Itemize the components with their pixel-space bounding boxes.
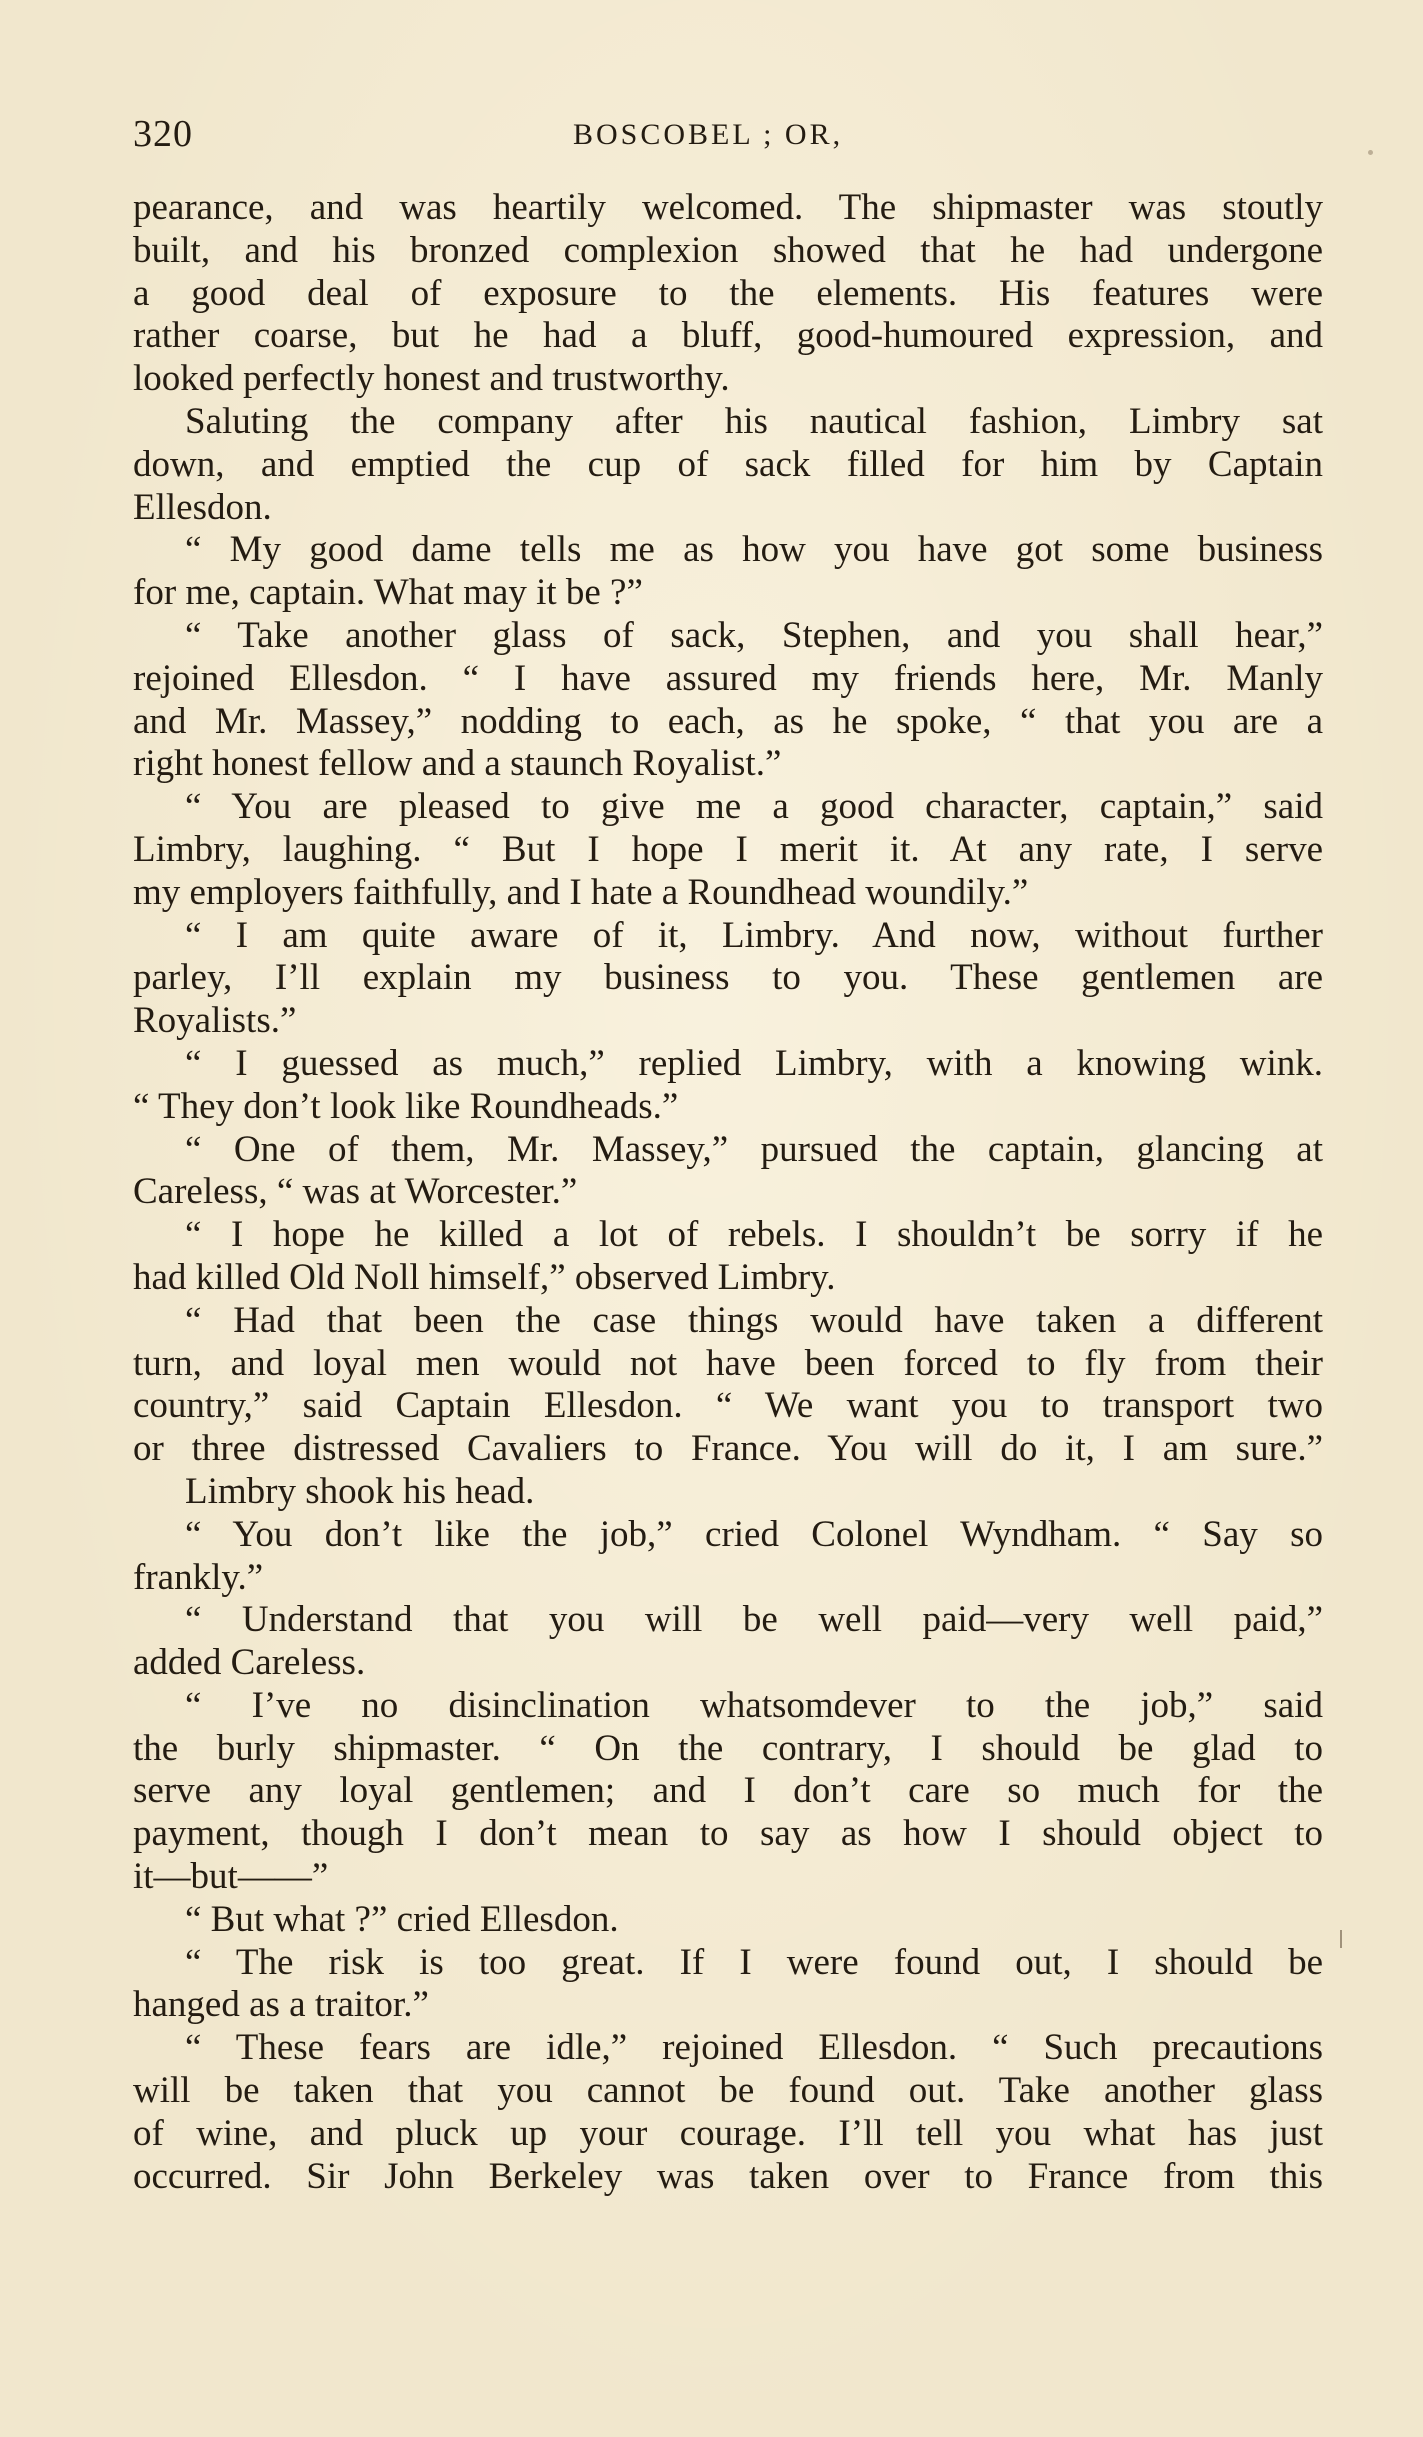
text-line: or three distressed Cavaliers to France. You will do it, I am sure.”: [133, 1428, 1323, 1470]
text-line: “ Take another glass of sack, Stephen, and you shall hear,”: [185, 614, 1323, 656]
text-line: country,” said Captain Ellesdon. “ We want you to transport two: [133, 1385, 1323, 1427]
text-line: rejoined Ellesdon. “ I have assured my friends here, Mr. Manly: [133, 657, 1323, 699]
print-mark: [1340, 1930, 1342, 1948]
running-title: BOSCOBEL ; OR,: [573, 118, 844, 151]
page-number: 320: [133, 113, 193, 155]
text-line: right honest fellow and a staunch Royalist.”: [133, 743, 782, 785]
running-head: [133, 112, 1323, 156]
print-speck: [1368, 150, 1373, 155]
text-line: “ Understand that you will be well paid—very well paid,”: [185, 1599, 1323, 1641]
text-line: Limbry shook his head.: [185, 1470, 535, 1512]
text-line: frankly.”: [133, 1556, 264, 1598]
text-line: Ellesdon.: [133, 486, 272, 528]
text-line: of wine, and pluck up your courage. I’ll tell you what has just: [133, 2112, 1323, 2154]
text-line: “ My good dame tells me as how you have got some business: [185, 529, 1323, 571]
text-line: turn, and loyal men would not have been forced to fly from their: [133, 1342, 1323, 1384]
text-line: “ One of them, Mr. Massey,” pursued the captain, glancing at: [185, 1128, 1323, 1170]
text-line: “ I am quite aware of it, Limbry. And now, without further: [185, 914, 1323, 956]
text-line: “ I hope he killed a lot of rebels. I shouldn’t be sorry if he: [185, 1214, 1323, 1256]
text-line: parley, I’ll explain my business to you. These gentlemen are: [133, 957, 1323, 999]
text-line: down, and emptied the cup of sack filled for him by Captain: [133, 443, 1323, 485]
text-line: built, and his bronzed complexion showed that he had undergone: [133, 229, 1323, 271]
text-line: “ I’ve no disinclination whatsomdever to the job,” said: [185, 1684, 1323, 1726]
body-text: [133, 187, 1323, 2198]
text-line: serve any loyal gentlemen; and I don’t care so much for the: [133, 1770, 1323, 1812]
text-line: “ You are pleased to give me a good character, captain,” said: [185, 786, 1323, 828]
text-line: “ These fears are idle,” rejoined Ellesdon. “ Such precautions: [185, 2027, 1323, 2069]
text-line: will be taken that you cannot be found out. Take another glass: [133, 2070, 1323, 2112]
text-line: Royalists.”: [133, 1000, 297, 1042]
text-line: it—but——”: [133, 1856, 329, 1898]
text-line: Limbry, laughing. “ But I hope I merit it. At any rate, I serve: [133, 828, 1323, 870]
text-line: looked perfectly honest and trustworthy.: [133, 358, 730, 400]
text-line: rather coarse, but he had a bluff, good-humoured expression, and: [133, 315, 1323, 357]
text-line: “ You don’t like the job,” cried Colonel Wyndham. “ Say so: [185, 1513, 1323, 1555]
text-line: “ I guessed as much,” replied Limbry, with a knowing wink.: [185, 1042, 1323, 1084]
text-line: hanged as a traitor.”: [133, 1984, 429, 2026]
text-line: added Careless.: [133, 1642, 366, 1684]
text-line: occurred. Sir John Berkeley was taken over to France from this: [133, 2155, 1323, 2197]
text-line: for me, captain. What may it be ?”: [133, 572, 643, 614]
text-line: “ But what ?” cried Ellesdon.: [185, 1898, 619, 1940]
text-line: had killed Old Noll himself,” observed Limbry.: [133, 1256, 836, 1298]
text-line: “ They don’t look like Roundheads.”: [133, 1085, 679, 1127]
text-line: pearance, and was heartily welcomed. The shipmaster was stoutly: [133, 187, 1323, 228]
text-line: payment, though I don’t mean to say as how I should object to: [133, 1813, 1323, 1855]
text-line: my employers faithfully, and I hate a Roundhead woundily.”: [133, 871, 1029, 913]
text-line: Saluting the company after his nautical fashion, Limbry sat: [185, 400, 1323, 442]
text-line: and Mr. Massey,” nodding to each, as he spoke, “ that you are a: [133, 700, 1323, 742]
text-line: “ Had that been the case things would have taken a different: [185, 1299, 1323, 1341]
text-line: Careless, “ was at Worcester.”: [133, 1171, 578, 1213]
text-line: a good deal of exposure to the elements. His features were: [133, 272, 1323, 314]
text-line: the burly shipmaster. “ On the contrary, I should be glad to: [133, 1727, 1323, 1769]
text-line: “ The risk is too great. If I were found out, I should be: [185, 1941, 1323, 1983]
